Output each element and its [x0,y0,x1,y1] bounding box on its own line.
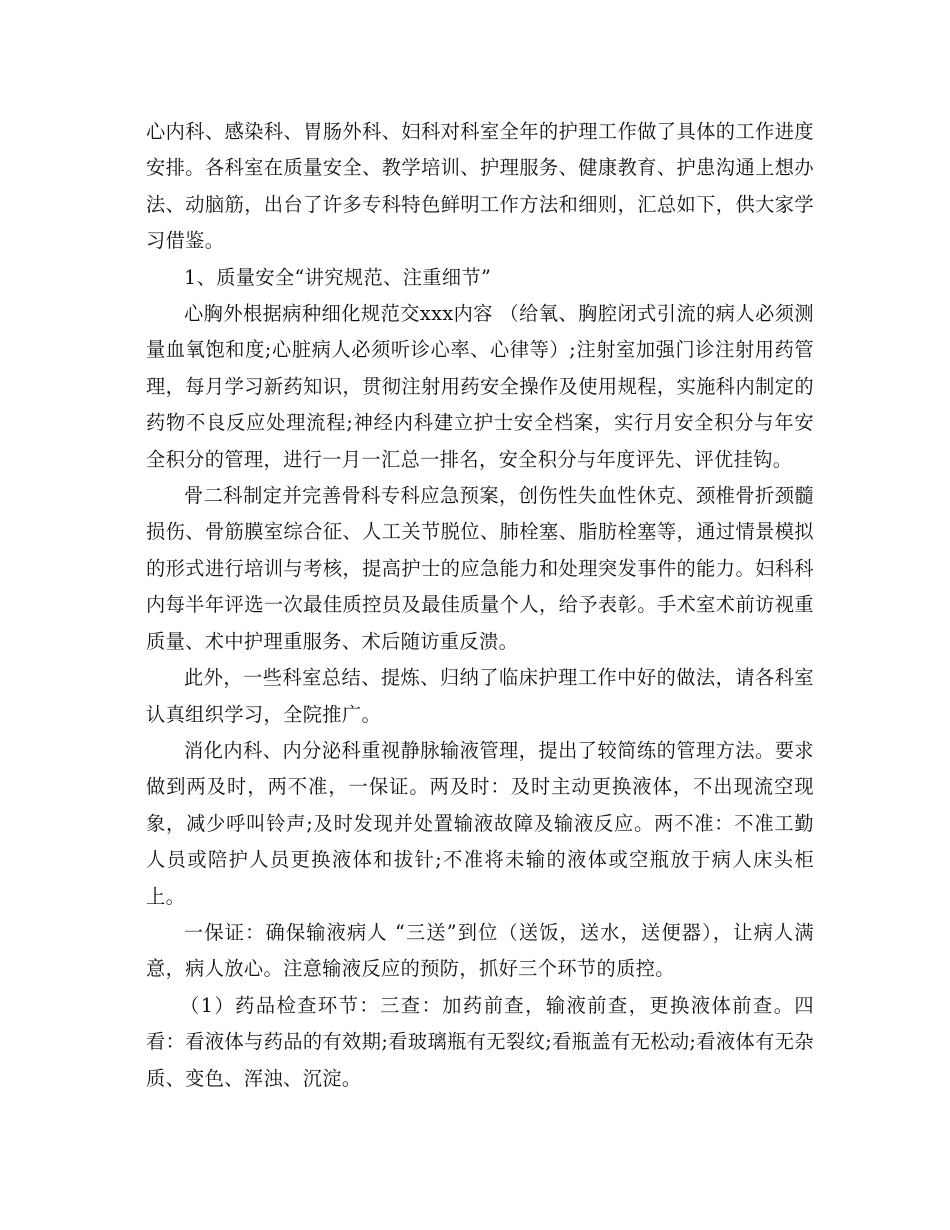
document-body [146,114,814,1097]
paragraph-intro: 心内科、感染科、胃肠外科、妇科对科室全年的护理工作做了具体的工作进度安排。各科室在质量安全、教学培训、护理服务、健康教育、护患沟通上想办法、动脑筋，出台了许多专科特色鲜明工作方法和细则，汇总如下，供大家学习借鉴。 [146,120,814,253]
paragraph-drug-check: （1）药品检查环节：三查：加药前查，输液前查，更换液体前查。四看：看液体与药品的有效期;看玻璃瓶有无裂纹;看瓶盖有无松动;看液体有无杂质、变色、浑浊、沉淀。 [146,993,814,1090]
paragraph-promotion: 此外，一些科室总结、提炼、归纳了临床护理工作中好的做法，请各科室认真组织学习，全院推广。 [146,666,814,726]
paragraph-cardiothoracic: 心胸外根据病种细化规范交xxx内容 （给氧、胸腔闭式引流的病人必须测量血氧饱和度;心脏病人必须听诊心率、心律等）;注射室加强门诊注射用药管理，每月学习新药知识，贯彻注射用药安全操作及使用规程，实施科内制定的药物不良反应处理流程;神经内科建立护士安全档案，实行月安全积分与年安全积分的管理，进行一月一汇总一排名，安全积分与年度评先、评优挂钩。 [146,302,814,471]
section-heading-quality-safety: 1、质量安全“讲究规范、注重细节” [184,265,492,289]
paragraph-infusion-management: 消化内科、内分泌科重视静脉输液管理，提出了较简练的管理方法。要求做到两及时，两不准，一保证。两及时：及时主动更换液体，不出现流空现象，减少呼叫铃声;及时发现并处置输液故障及输液反应。两不准：不准工勤人员或陪护人员更换液体和拔针;不准将未输的液体或空瓶放于病人床头柜上。 [146,738,814,908]
paragraph-one-guarantee: 一保证：确保输液病人 “三送”到位（送饭，送水，送便器），让病人满意，病人放心。注意输液反应的预防，抓好三个环节的质控。 [146,920,814,981]
paragraph-orthopedics: 骨二科制定并完善骨科专科应急预案，创伤性失血性休克、颈椎骨折颈髓损伤、骨筋膜室综合征、人工关节脱位、肺栓塞、脂肪栓塞等，通过情景模拟的形式进行培训与考核，提高护士的应急能力和处理突发事件的能力。妇科科内每半年评选一次最佳质控员及最佳质量个人，给予表彰。手术室术前访视重质量、术中护理重服务、术后随访重反溃。 [146,484,814,653]
